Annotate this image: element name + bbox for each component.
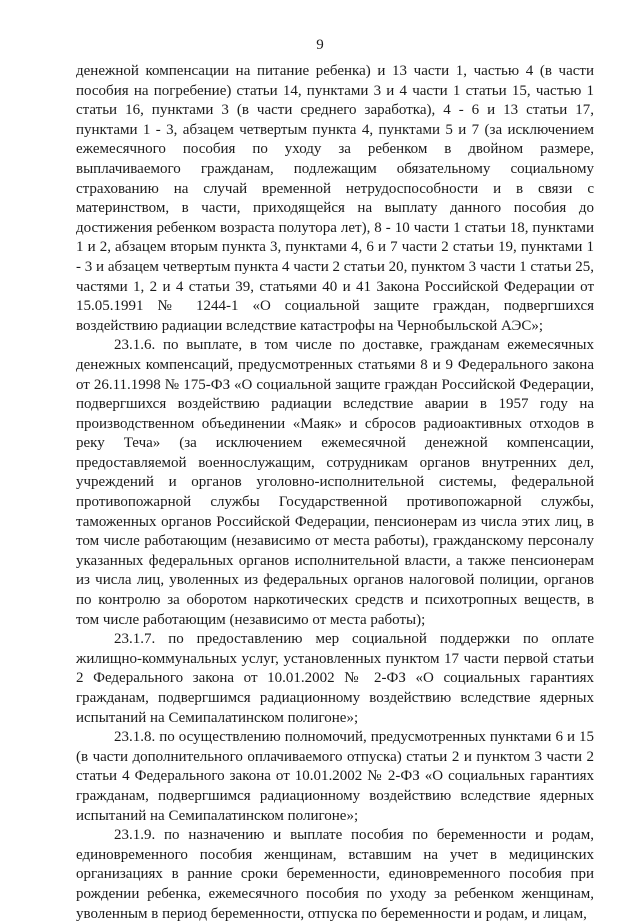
page-number: 9: [316, 37, 324, 53]
paragraph-23-1-7: 23.1.7. по предоставлению мер социальной поддержки по оплате жилищно-коммунальных услуг, установленных пунктом 17 части первой статьи 2 Федерального закона от 10.01.2002 № 2-ФЗ «О социальных гарантиях гражданам, подвергшимся радиационному воздействию вследствие ядерных испытаний на Семипалатинском полигоне»;: [76, 631, 594, 726]
document-body: [76, 62, 594, 924]
paragraph-23-1-9: 23.1.9. по назначению и выплате пособия по беременности и родам, единовременного пособия женщинам, вставшим на учет в медицинских организациях в ранние сроки беременности, единовременного пособия при рождении ребенка, ежемесячного пособия по уходу за ребенком женщинам, уволенным в период беременности, отпуска по беременности и родам, и лицам,: [76, 827, 594, 922]
paragraph-23-1-6: 23.1.6. по выплате, в том числе по доставке, гражданам ежемесячных денежных компенсаций, предусмотренных статьями 8 и 9 Федерального закона от 26.11.1998 № 175-ФЗ «О социальной защите граждан Российской Федерации, подвергшихся воздействию радиации вследствие аварии в 1957 году на производственном объединении «Маяк» и сбросов радиоактивных отходов в реку Теча» (за исключением ежемесячной денежной компенсации, предоставляемой военнослужащим, сотрудникам органов внутренних дел, учреждений и органов уголовно-исполнительной системы, федеральной противопожарной службы Государственной противопожарной службы, таможенных органов Российской Федерации, пенсионерам из числа этих лиц, в том числе работающим (независимо от места работы), гражданскому персоналу указанных федеральных органов исполнительной власти, а также пенсионерам из числа лиц, уволенных из федеральных органов налоговой полиции, органов по контролю за оборотом наркотических средств и психотропных веществ, в том числе работающим (независимо от места работы);: [76, 337, 594, 628]
paragraph-continuation: денежной компенсации на питание ребенка) и 13 части 1, частью 4 (в части пособия на погребение) статьи 14, пунктами 3 и 4 части 1 статьи 15, частью 1 статьи 16, пунктами 3 (в части среднего заработка), 4 - 6 и 13 статьи 17, пунктами 1 - 3, абзацем четвертым пункта 4, пунктами 5 и 7 (за исключением ежемесячного пособия по уходу за ребенком в двойном размере, выплачиваемого гражданам, подлежащим обязательному социальному страхованию на случай временной нетрудоспособности и в связи с материнством, в части, приходящейся на выплату данного пособия до достижения ребенком возраста полутора лет), 8 - 10 части 1 статьи 18, пунктами 1 и 2, абзацем вторым пункта 3, пунктами 4, 6 и 7 части 2 статьи 19, пунктами 1 - 3 и абзацем четвертым пункта 4 части 2 статьи 20, пунктом 3 части 1 статьи 25, частями 1, 2 и 4 статьи 39, статьями 40 и 41 Закона Российской Федерации от 15.05.1991 № 1244-1 «О социальной защите граждан, подвергшихся воздействию радиации вследствие катастрофы на Чернобыльской АЭС»;: [76, 63, 594, 334]
paragraph-23-1-8: 23.1.8. по осуществлению полномочий, предусмотренных пунктами 6 и 15 (в части дополнительного оплачиваемого отпуска) статьи 2 и пунктом 3 части 2 статьи 4 Федерального закона от 10.01.2002 № 2-ФЗ «О социальных гарантиях гражданам, подвергшимся радиационному воздействию вследствие ядерных испытаний на Семипалатинском полигоне»;: [76, 729, 594, 824]
